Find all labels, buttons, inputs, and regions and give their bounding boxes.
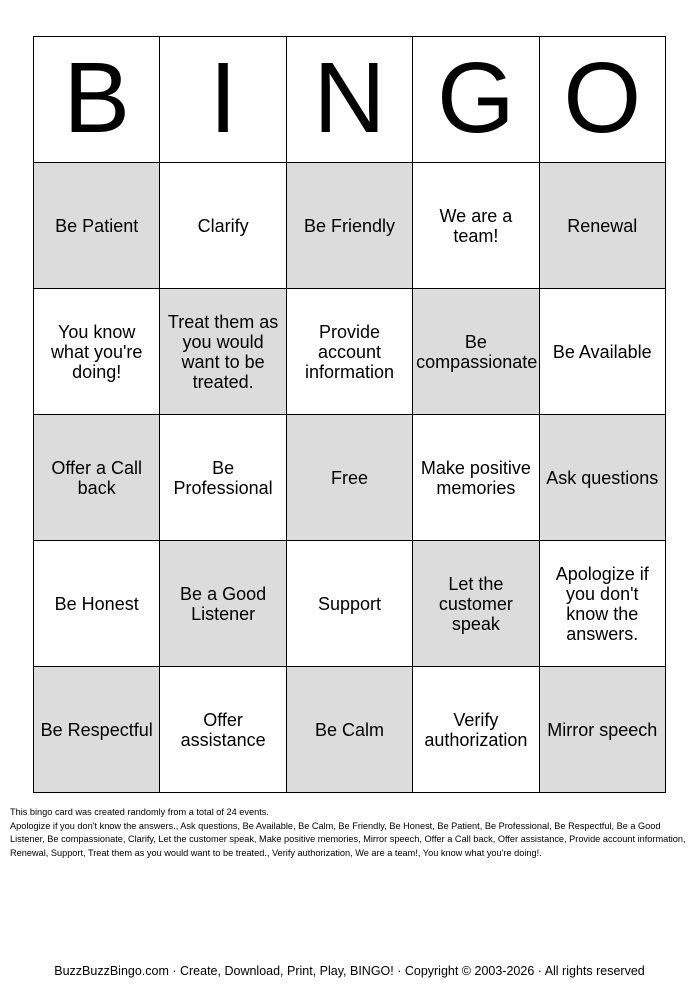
bingo-cell: Offer assistance <box>160 667 286 793</box>
bingo-cell: We are a team! <box>413 163 539 289</box>
bingo-cell: Be Friendly <box>286 163 412 289</box>
card-row <box>34 667 666 793</box>
bingo-cell: Be compassionate <box>413 289 539 415</box>
bingo-cell: Support <box>286 541 412 667</box>
card-row <box>34 541 666 667</box>
event-list: Apologize if you don't know the answers., Ask questions, Be Available, Be Calm, Be Friendly, Be Honest, Be Patient, Be Professional, Be Respectful, Be a Good Listener, Be compassionate, Clarify, Let the customer speak, Make positive memories, Mirror speech, Offer a Call back, Offer assistance, Provide account information, Renewal, Support, Treat them as you would want to be treated., Verify authorization, We are a team!, You know what you're doing!. <box>10 820 686 858</box>
bingo-cell: Ask questions <box>539 415 665 541</box>
page-footer: BuzzBuzzBingo.com · Create, Download, Print, Play, BINGO! · Copyright © 2003-2026 · All rights reserved <box>54 964 645 978</box>
card-row <box>34 289 666 415</box>
bingo-cell: Be Professional <box>160 415 286 541</box>
header-letter-i: I <box>160 37 286 163</box>
header-letter-n: N <box>286 37 412 163</box>
bingo-cell: Be a Good Listener <box>160 541 286 667</box>
bingo-cell: Be Respectful <box>34 667 160 793</box>
card-row <box>34 163 666 289</box>
bingo-cell: Apologize if you don't know the answers. <box>539 541 665 667</box>
bingo-cell: Be Patient <box>34 163 160 289</box>
bingo-cell: Renewal <box>539 163 665 289</box>
bingo-cell: Be Available <box>539 289 665 415</box>
bingo-cell: Be Calm <box>286 667 412 793</box>
bingo-cell: Clarify <box>160 163 286 289</box>
card-info <box>10 806 686 860</box>
header-row <box>34 37 666 163</box>
bingo-cell: Provide account information <box>286 289 412 415</box>
bingo-card <box>33 36 666 793</box>
bingo-cell: Offer a Call back <box>34 415 160 541</box>
header-letter-g: G <box>413 37 539 163</box>
header-letter-o: O <box>539 37 665 163</box>
card-summary: This bingo card was created randomly from a total of 24 events. <box>10 807 269 817</box>
bingo-cell: Make positive memories <box>413 415 539 541</box>
bingo-cell: Be Honest <box>34 541 160 667</box>
card-row <box>34 415 666 541</box>
bingo-cell: Treat them as you would want to be treated. <box>160 289 286 415</box>
bingo-cell: You know what you're doing! <box>34 289 160 415</box>
bingo-cell: Mirror speech <box>539 667 665 793</box>
free-space-cell: Free <box>286 415 412 541</box>
header-letter-b: B <box>34 37 160 163</box>
bingo-cell: Verify authorization <box>413 667 539 793</box>
bingo-cell: Let the customer speak <box>413 541 539 667</box>
